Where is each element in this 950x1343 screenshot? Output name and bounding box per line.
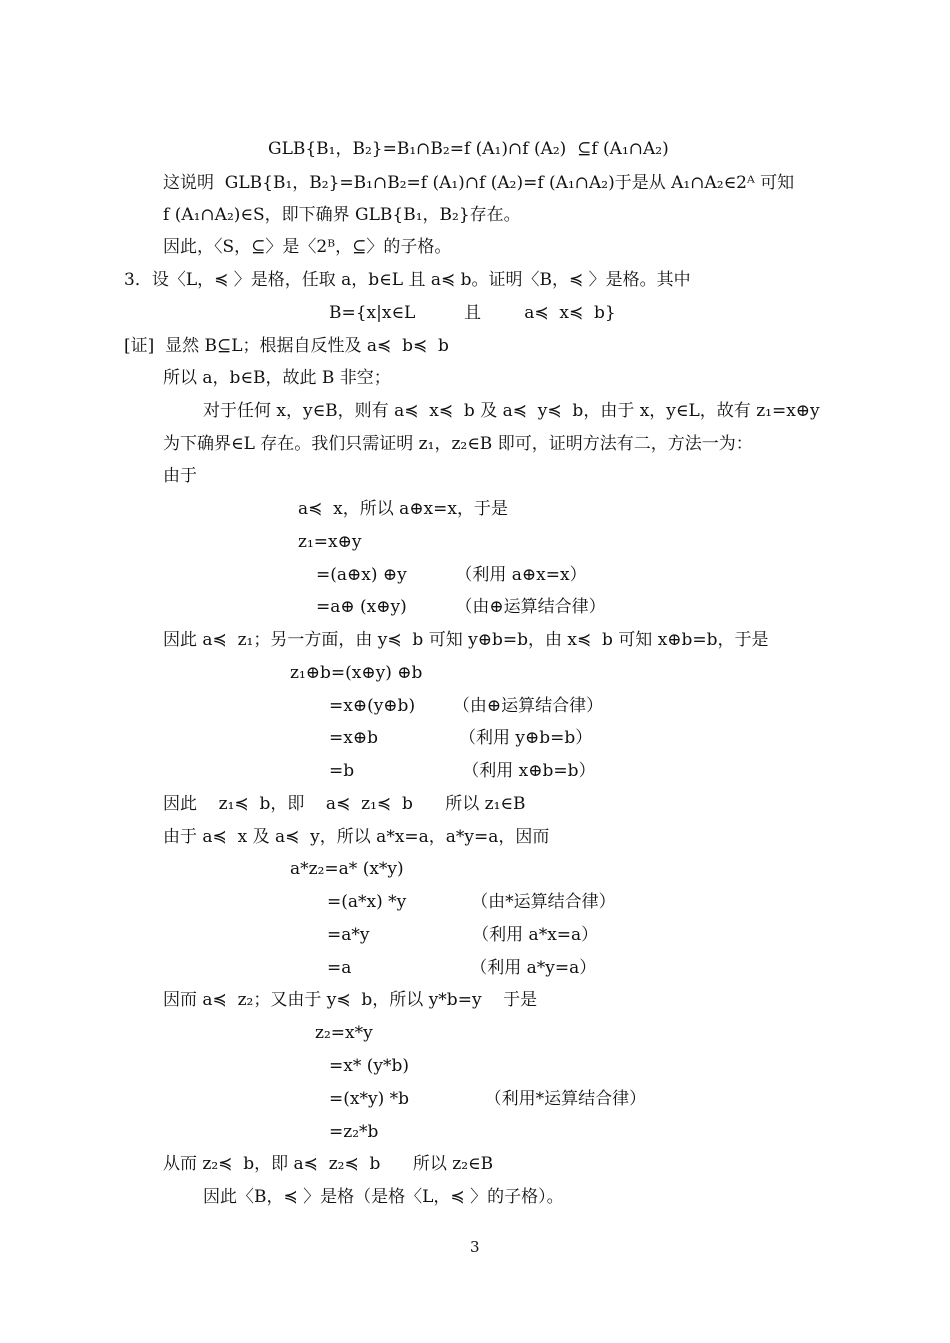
text-line: z₁=x⊕y [298, 532, 362, 552]
text-line: =b （利用 x⊕b=b） [329, 761, 596, 781]
text-line: =a （利用 a*y=a） [327, 958, 597, 978]
text-line: z₁⊕b=(x⊕y) ⊕b [290, 663, 423, 683]
text-line: =a⊕ (x⊕y) （由⊕运算结合律） [316, 597, 606, 617]
text-line: =x⊕(y⊕b) （由⊕运算结合律） [329, 696, 604, 716]
text-line: [证] 显然 B⊆L；根据自反性及 a≼ b≼ b [124, 336, 449, 356]
text-line: z₂=x*y [315, 1023, 373, 1043]
text-line: =x⊕b （利用 y⊕b=b） [329, 728, 593, 748]
text-line: 因而 a≼ z₂；又由于 y≼ b，所以 y*b=y 于是 [163, 990, 538, 1010]
text-line: GLB{B₁，B₂}=B₁∩B₂=f (A₁)∩f (A₂) ⊆f (A₁∩A₂) [268, 139, 669, 159]
text-line: 因此，〈S，⊆〉是〈2ᴮ，⊆〉的子格。 [163, 237, 452, 257]
text-line: 因此〈B，≼ 〉是格（是格〈L，≼ 〉的子格）。 [203, 1187, 564, 1207]
text-line: =a*y （利用 a*x=a） [327, 925, 599, 945]
text-line: 这说明 GLB{B₁，B₂}=B₁∩B₂=f (A₁)∩f (A₂)=f (A₁∩A₂)于是从 A₁∩A₂∈2ᴬ 可知 [163, 173, 795, 193]
text-line: 由于 [163, 466, 197, 486]
text-line: =x* (y*b) [329, 1056, 409, 1076]
text-line: B={x|x∈L 且 a≼ x≼ b} [329, 303, 616, 323]
text-line: f (A₁∩A₂)∈S，即下确界 GLB{B₁，B₂}存在。 [163, 205, 521, 225]
text-line: a≼ x，所以 a⊕x=x，于是 [298, 499, 508, 519]
text-line: =z₂*b [329, 1122, 379, 1142]
text-line: 从而 z₂≼ b，即 a≼ z₂≼ b 所以 z₂∈B [163, 1154, 494, 1174]
text-line: =(a*x) *y （由*运算结合律） [327, 892, 616, 912]
text-line: 因此 a≼ z₁；另一方面，由 y≼ b 可知 y⊕b=b，由 x≼ b 可知 x⊕b=b，于是 [163, 630, 769, 650]
text-line: 3．设〈L，≼ 〉是格，任取 a，b∈L 且 a≼ b。证明〈B，≼ 〉是格。其中 [124, 270, 691, 290]
text-line: a*z₂=a* (x*y) [290, 859, 404, 879]
text-line: =(a⊕x) ⊕y （利用 a⊕x=x） [316, 565, 587, 585]
text-line: 因此 z₁≼ b，即 a≼ z₁≼ b 所以 z₁∈B [163, 794, 526, 814]
text-line: 由于 a≼ x 及 a≼ y，所以 a*x=a，a*y=a，因而 [163, 827, 550, 847]
text-line: 所以 a，b∈B，故此 B 非空； [163, 368, 391, 388]
text-line: 为下确界∈L 存在。我们只需证明 z₁，z₂∈B 即可，证明方法有二，方法一为： [163, 434, 753, 454]
page-number: 3 [470, 1238, 480, 1256]
text-line: =(x*y) *b （利用*运算结合律） [329, 1089, 647, 1109]
text-line: 对于任何 x，y∈B，则有 a≼ x≼ b 及 a≼ y≼ b，由于 x，y∈L，故有 z₁=x⊕y [203, 401, 820, 421]
